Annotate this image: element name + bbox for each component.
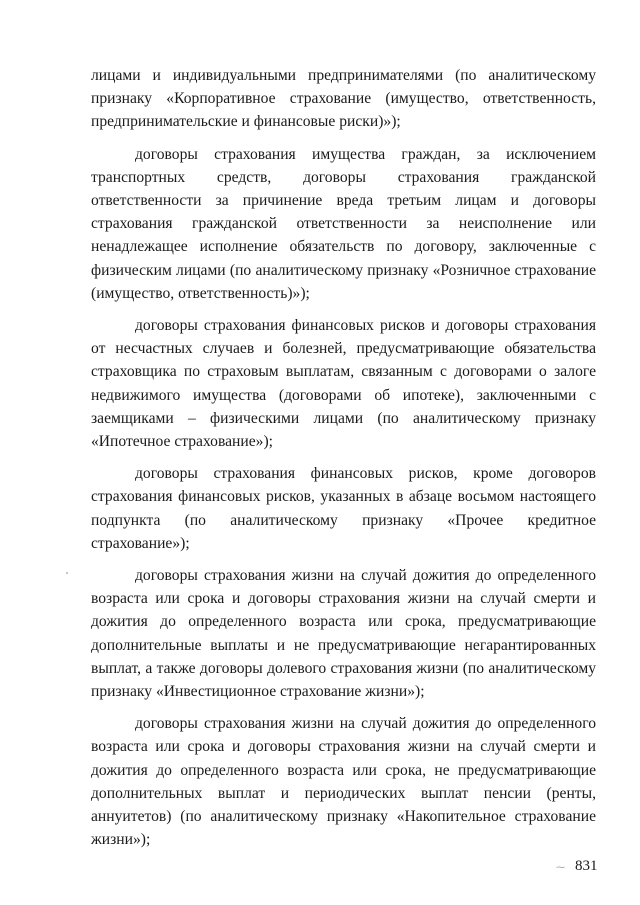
page-number: 831 bbox=[575, 858, 598, 874]
paragraph-other-credit-insurance: договоры страхования финансовых рисков, кроме договоров страхования финансовых рисков, указанных в абзаце восьмом настоящего подпункта (по аналитическому признаку «Прочее кредитное страхование»); bbox=[91, 465, 596, 552]
paragraph-investment-life-insurance: договоры страхования жизни на случай дожития до определенного возраста или срока и договоры страхования жизни на случай смерти и дожития до определенного возраста или срока, предусматривающие дополнительные выплаты и не предусматривающие негарантированных выплат, а также договоры долевого страхования жизни (по аналитическому признаку «Инвестиционное страхование жизни»); bbox=[91, 567, 596, 701]
paragraph-mortgage-insurance: договоры страхования финансовых рисков и договоры страхования от несчастных случаев и болезней, предусматривающие обязательства страховщика по страховым выплатам, связанным с договорами о залоге недвижимого имущества (договорами об ипотеке), заключенными с заемщиками – физическими лицами (по аналитическому признаку «Ипотечное страхование»); bbox=[91, 317, 596, 451]
paragraph-savings-life-insurance: договоры страхования жизни на случай дожития до определенного возраста или срока и договоры страхования жизни на случай смерти и дожития до определенного возраста или срока, не предусматривающие дополнительных выплат и периодических выплат пенсии (ренты, аннуитетов) (по аналитическому признаку «Накопительное страхование жизни»); bbox=[91, 715, 596, 849]
paragraph-retail-insurance: договоры страхования имущества граждан, за исключением транспортных средств, договоры страхования гражданской ответственности за причинение вреда третьим лицам и договоры страхования гражданской ответственности за неисполнение или ненадлежащее исполнение обязательств по договору, заключенные с физическим лицами (по аналитическому признаку «Розничное страхование (имущество, ответственность)»); bbox=[91, 145, 596, 302]
scan-speck bbox=[66, 572, 68, 574]
document-body bbox=[91, 64, 596, 861]
scan-mark: ⁓ bbox=[556, 862, 565, 872]
paragraph-corporate-insurance: лицами и индивидуальными предпринимателями (по аналитическому признаку «Корпоративное страхование (имущество, ответственность, предпринимательские и финансовые риски)»); bbox=[91, 67, 596, 131]
